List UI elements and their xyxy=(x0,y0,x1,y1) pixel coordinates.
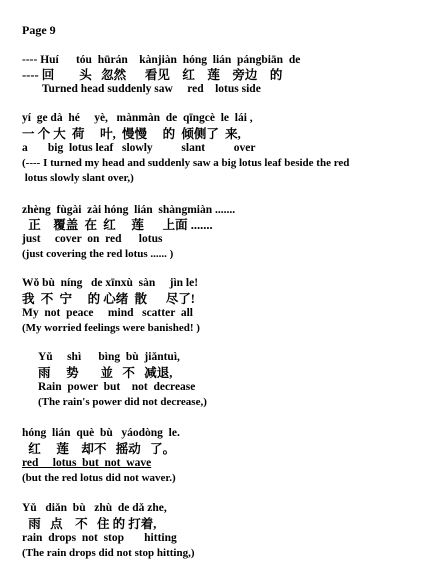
stanza-7-translation: (The rain drops did not stop hitting,) xyxy=(22,547,195,559)
stanza-6-translation: (but the red lotus did not waver.) xyxy=(22,472,176,484)
stanza-2-pinyin: yí ge dà hé yè, mànmàn de qīngcè le lái , xyxy=(22,112,253,124)
stanza-3-pinyin: zhèng fùgài zài hóng lián shàngmiàn ....... xyxy=(22,204,236,216)
stanza-2-hanzi: 一 个 大 荷 叶, 慢慢 的 倾侧了 来, xyxy=(22,127,241,141)
stanza-5-pinyin: Yǔ shì bìng bù jiǎntuì, xyxy=(38,351,180,363)
stanza-4-english: My not peace mind scatter all xyxy=(22,307,193,319)
stanza-5-english: Rain power but not decrease xyxy=(38,381,196,393)
stanza-5-translation: (The rain's power did not decrease,) xyxy=(38,396,207,408)
stanza-7-pinyin: Yǔ diǎn bù zhù de dǎ zhe, xyxy=(22,502,167,514)
stanza-3-translation: (just covering the red lotus ...... ) xyxy=(22,248,174,260)
stanza-4-hanzi: 我 不 宁 的 心绪 散 尽了! xyxy=(22,292,195,306)
stanza-7-english: rain drops not stop hitting xyxy=(22,532,177,544)
stanza-6-english: red lotus but not wave xyxy=(22,457,152,469)
stanza-1-hanzi: ---- 回 头 忽然 看见 红 莲 旁边 的 xyxy=(22,68,283,82)
stanza-3-english: just cover on red lotus xyxy=(22,233,163,245)
stanza-1-english: Turned head suddenly saw red lotus side xyxy=(22,83,261,95)
stanza-6-hanzi: 红 莲 却不 摇动 了。 xyxy=(22,442,176,456)
stanza-2-translation-line-1: (---- I turned my head and suddenly saw a big lotus leaf beside the red xyxy=(22,157,350,169)
stanza-2-english: a big lotus leaf slowly slant over xyxy=(22,142,256,154)
stanza-4-pinyin: Wǒ bù níng de xīnxù sàn jìn le! xyxy=(22,277,199,289)
stanza-4-translation: (My worried feelings were banished! ) xyxy=(22,322,200,334)
stanza-3-hanzi: 正 覆盖 在 红 莲 上面 ....... xyxy=(22,218,213,232)
page-label: Page 9 xyxy=(22,23,56,37)
stanza-5-hanzi: 雨 势 並 不 减退, xyxy=(38,366,173,380)
stanza-2-translation-line-2: lotus slowly slant over,) xyxy=(22,172,134,184)
stanza-7-hanzi: 雨 点 不 住 的 打着, xyxy=(22,517,157,531)
stanza-1-pinyin: ---- Huí tóu hūrán kànjiàn hóng lián pángbiān de xyxy=(22,54,301,66)
stanza-6-pinyin: hóng lián què bù yáodòng le. xyxy=(22,427,180,439)
